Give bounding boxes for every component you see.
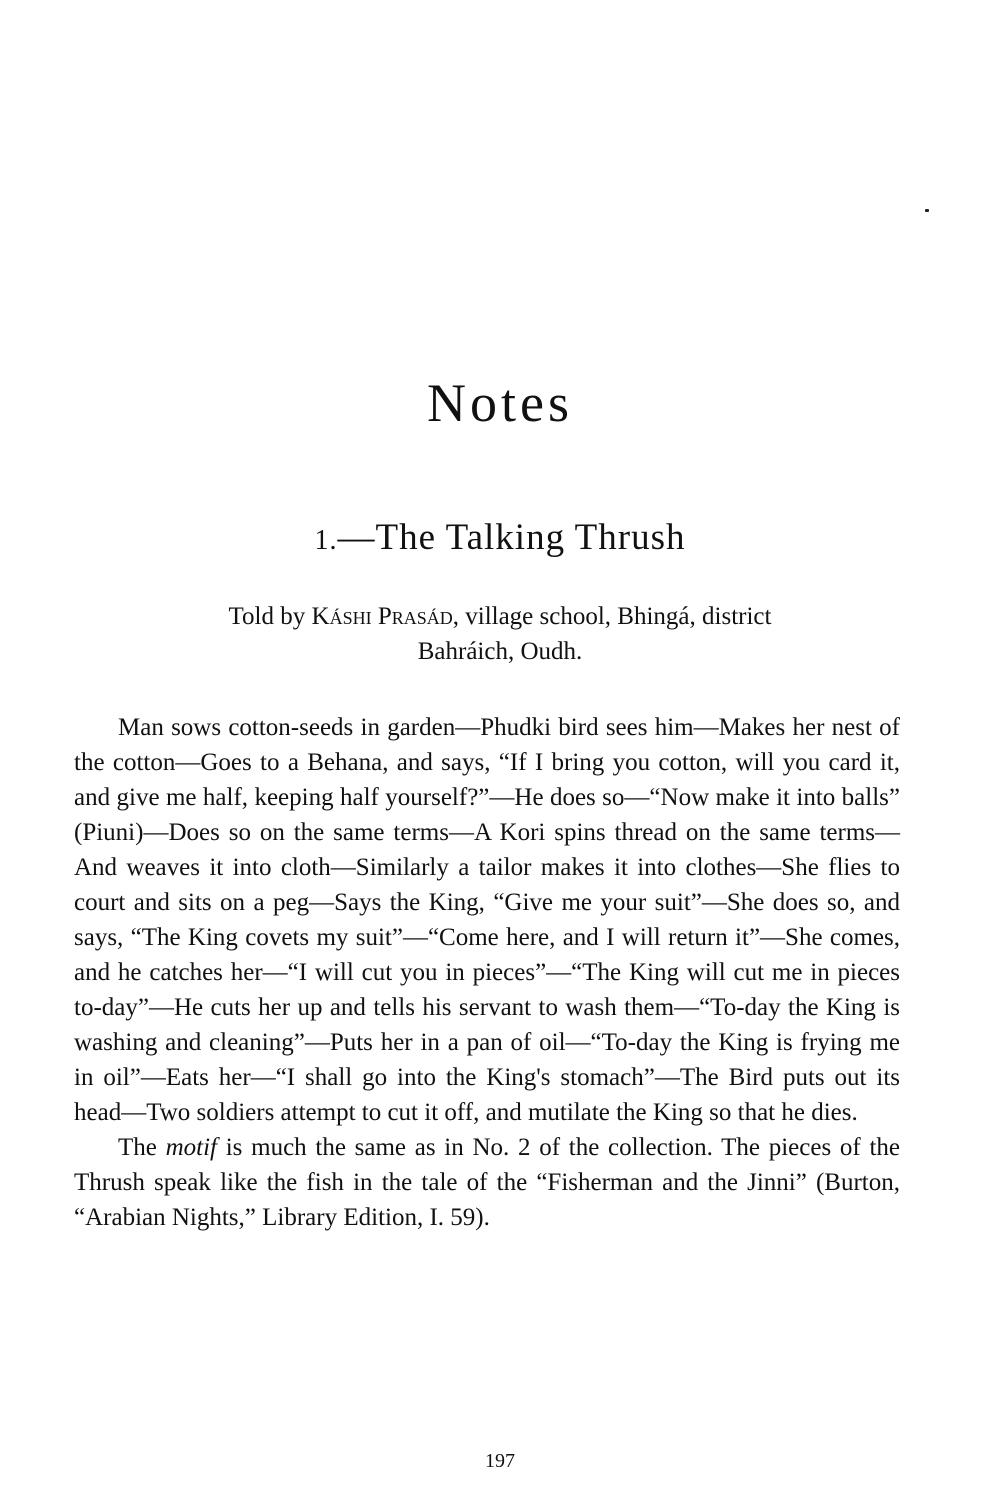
summary-paragraph: Man sows cotton-seeds in garden—Phudki bird sees him—Makes her nest of the cotton—Goes to a Behana, and says, “If I bring you cotton, will you card it, and give me half, keeping half yourself?”—He does so—“Now make it into balls” (Piuni)—Does so on the same terms—A Kori spins thread on the same terms—And weaves it into cloth—Similarly a tailor makes it into clothes—She flies to court and sits on a peg—Says the King, “Give me your suit”—She does so, and says, “The King covets my suit”—“Come here, and I will return it”—She comes, and he catches her—“I will cut you in pieces”—“The King will cut me in pieces to-day”—He cuts her up and tells his servant to wash them—“To-day the King is washing and cleaning”—Puts her in a pan of oil—“To-day the King is frying me in oil”—Eats her—“I shall go into the King's stomach”—The Bird puts out its head—Two soldiers attempt to cut it off, and mutilate the King so that he dies. [74, 714, 900, 1126]
body-text [74, 710, 900, 1235]
attribution-line-2: Bahráich, Oudh. [417, 638, 583, 665]
page-number: 197 [485, 1450, 515, 1472]
note-paragraph [74, 1130, 900, 1235]
section-number: 1. [314, 525, 338, 556]
section-dash: — [337, 517, 376, 558]
attribution-told-by: Told by [228, 603, 306, 630]
stray-mark [925, 209, 929, 212]
attribution [100, 599, 900, 669]
narrator-name: Káshi Prasád [311, 603, 453, 630]
section-heading [0, 516, 1000, 559]
attribution-place: , village school, Bhingá, district [452, 603, 772, 630]
motif-word: motif [165, 1134, 217, 1161]
note-text-start: The [118, 1134, 166, 1161]
section-title: The Talking Thrush [375, 517, 686, 558]
attribution-line-1 [100, 599, 900, 634]
page-heading: Notes [427, 373, 573, 433]
note-text-rest: is much the same as in No. 2 of the collection. The pieces of the Thrush speak like the fish in the tale of the “Fisherman and the Jinni” (Burton, “Arabian Nights,” Library Edition, I. 59). [74, 1134, 900, 1231]
